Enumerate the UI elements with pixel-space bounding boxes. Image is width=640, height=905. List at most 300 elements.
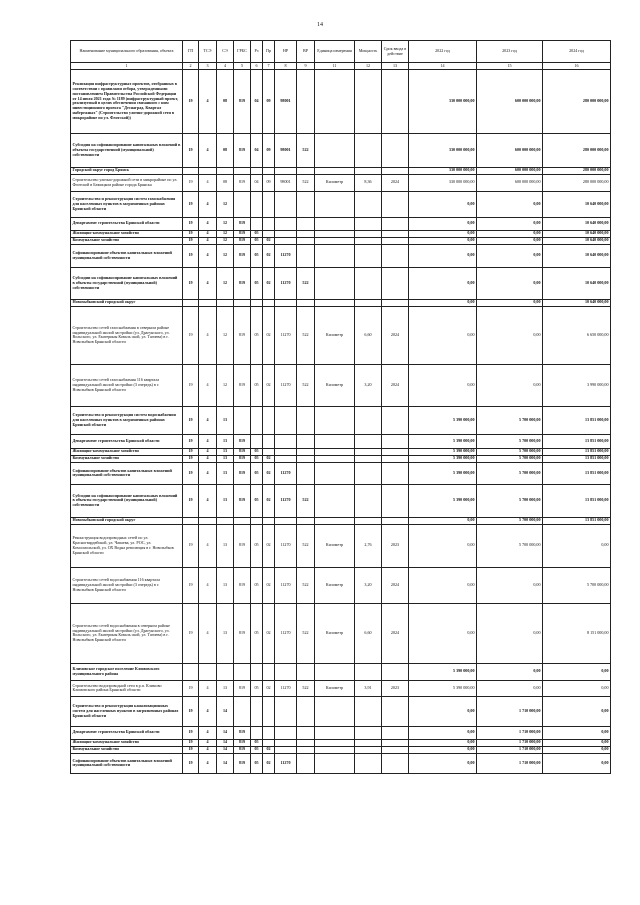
code-cell: 522 (297, 306, 315, 364)
table-row (71, 455, 611, 462)
header-cell: Наименование муниципального образования, объекта (71, 41, 183, 63)
amount-cell: 0,00 (477, 299, 543, 306)
column-number-cell: 15 (477, 63, 543, 70)
amount-cell: 0,00 (409, 746, 477, 753)
code-cell (297, 244, 315, 267)
code-cell (382, 167, 409, 174)
code-cell (275, 448, 297, 455)
code-cell (275, 237, 297, 244)
code-cell: 819 (234, 69, 251, 133)
code-cell (355, 406, 382, 434)
amount-cell: 0,00 (409, 299, 477, 306)
code-cell: 14 (217, 696, 234, 726)
amount-cell: 3 990 000,00 (543, 364, 611, 406)
code-cell: 05 (251, 567, 263, 603)
code-cell (297, 434, 315, 448)
code-cell: 13 (217, 603, 234, 663)
code-cell: 02 (263, 455, 275, 462)
code-cell (183, 517, 199, 524)
amount-cell: 0,00 (409, 753, 477, 773)
code-cell: 08 (217, 133, 234, 167)
row-name-cell: Строительство сетей газоснабжения в северном районе индивидуальной жилой застройки (ул. Драгунского, ул. Вольского, ул. Екатерины Коваль ской, ул. Тагиева) в г. Новозыбков Брянской области (71, 306, 183, 364)
code-cell: Километр (315, 524, 355, 567)
code-cell: Километр (315, 680, 355, 696)
header-cell: ТСЭ (199, 41, 217, 63)
code-cell (275, 167, 297, 174)
amount-cell: 10 640 000,00 (543, 299, 611, 306)
code-cell: 819 (234, 753, 251, 773)
code-cell: 19 (183, 434, 199, 448)
code-cell: 19 (183, 726, 199, 739)
amount-cell: 0,00 (543, 680, 611, 696)
code-cell (263, 696, 275, 726)
code-cell: 05 (251, 237, 263, 244)
row-name-cell: Строительство улично-дорожной сети в микрорайоне по ул. Флотской в Бежицком районе города Брянска (71, 174, 183, 191)
code-cell (251, 217, 263, 230)
amount-cell: 0,00 (477, 237, 543, 244)
code-cell (275, 746, 297, 753)
code-cell (355, 217, 382, 230)
code-cell: 4 (199, 244, 217, 267)
code-cell: 11270 (275, 462, 297, 484)
table-row (71, 680, 611, 696)
code-cell: 13 (217, 524, 234, 567)
code-cell (355, 191, 382, 217)
amount-cell: 13 851 000,00 (543, 462, 611, 484)
amount-cell: 1 710 000,00 (477, 746, 543, 753)
code-cell: 13 (217, 455, 234, 462)
code-cell (251, 726, 263, 739)
code-cell: 819 (234, 746, 251, 753)
code-cell: 09 (263, 69, 275, 133)
code-cell: 13 (217, 448, 234, 455)
amount-cell: 10 640 000,00 (543, 217, 611, 230)
code-cell (263, 739, 275, 746)
amount-cell: 5 390 000,00 (409, 680, 477, 696)
code-cell: 522 (297, 364, 315, 406)
row-name-cell: Субсидия на софинансирование капитальных вложений в объекты государственной (муниципальной) собственности (71, 133, 183, 167)
code-cell (263, 726, 275, 739)
row-name-cell: Жилищно-коммунальное хозяйство (71, 448, 183, 455)
code-cell: 819 (234, 244, 251, 267)
code-cell: 6,60 (355, 603, 382, 663)
code-cell (315, 217, 355, 230)
amount-cell: 1 710 000,00 (477, 696, 543, 726)
code-cell (315, 746, 355, 753)
row-name-cell: Новозыбковский городской округ (71, 517, 183, 524)
code-cell: 819 (234, 484, 251, 517)
code-cell (251, 434, 263, 448)
code-cell (297, 230, 315, 237)
code-cell (297, 462, 315, 484)
code-cell (297, 455, 315, 462)
amount-cell: 10 640 000,00 (543, 237, 611, 244)
code-cell: 08 (217, 69, 234, 133)
header-cell: Срок ввода в действие (382, 41, 409, 63)
header-cell: Мощность (355, 41, 382, 63)
code-cell (199, 517, 217, 524)
code-cell: 98001 (275, 174, 297, 191)
code-cell: 19 (183, 680, 199, 696)
column-number-cell: 1 (71, 63, 183, 70)
row-name-cell: Строительство сетей газоснабжения 116 квартала индивидуальной жилой застройки (3 очередь) в г. Новозыбков Брянской области (71, 364, 183, 406)
code-cell (263, 191, 275, 217)
code-cell: 819 (234, 567, 251, 603)
code-cell (355, 462, 382, 484)
code-cell: 3,91 (355, 680, 382, 696)
column-number-cell: 14 (409, 63, 477, 70)
code-cell (382, 739, 409, 746)
amount-cell: 0,00 (477, 267, 543, 299)
code-cell: 19 (183, 174, 199, 191)
amount-cell: 5 390 000,00 (409, 663, 477, 680)
code-cell (315, 133, 355, 167)
code-cell (315, 230, 355, 237)
code-cell: 819 (234, 455, 251, 462)
code-cell: 4 (199, 364, 217, 406)
code-cell (297, 753, 315, 773)
code-cell: 19 (183, 455, 199, 462)
table-row (71, 406, 611, 434)
table-row (71, 567, 611, 603)
code-cell (251, 191, 263, 217)
code-cell: 14 (217, 739, 234, 746)
code-cell: 19 (183, 448, 199, 455)
code-cell: 819 (234, 524, 251, 567)
code-cell (382, 244, 409, 267)
code-cell (297, 726, 315, 739)
column-number-cell: 2 (183, 63, 199, 70)
amount-cell: 0,00 (409, 267, 477, 299)
code-cell: 19 (183, 696, 199, 726)
code-cell (355, 696, 382, 726)
table-row (71, 663, 611, 680)
code-cell: 12 (217, 267, 234, 299)
code-cell (355, 448, 382, 455)
table-row (71, 696, 611, 726)
code-cell (355, 167, 382, 174)
code-cell (183, 299, 199, 306)
amount-cell: 330 000 000,00 (409, 174, 477, 191)
amount-cell: 10 640 000,00 (543, 267, 611, 299)
code-cell (275, 434, 297, 448)
row-name-cell: Софинансирование объектов капитальных вложений муниципальной собственности (71, 753, 183, 773)
code-cell: 19 (183, 244, 199, 267)
code-cell: 13 (217, 484, 234, 517)
code-cell (297, 167, 315, 174)
row-name-cell: Софинансирование объектов капитальных вложений муниципальной собственности (71, 462, 183, 484)
code-cell: 4 (199, 484, 217, 517)
row-name-cell: Строительство сетей водоснабжения 116 квартала индивидуальной жилой застройки (3 очередь) в г. Новозыбков Брянской области (71, 567, 183, 603)
amount-cell: 0,00 (409, 244, 477, 267)
row-name-cell: Строительство и реконструкция канализационных систем для населенных пунктов в загрязненных районах Брянской области (71, 696, 183, 726)
code-cell (275, 230, 297, 237)
amount-cell: 0,00 (477, 230, 543, 237)
code-cell: 2024 (382, 174, 409, 191)
table-row (71, 267, 611, 299)
row-name-cell: Департамент строительства Брянской области (71, 217, 183, 230)
code-cell: 4 (199, 217, 217, 230)
amount-cell: 600 000 000,00 (477, 174, 543, 191)
code-cell: 02 (263, 237, 275, 244)
code-cell: 19 (183, 267, 199, 299)
code-cell: 522 (297, 524, 315, 567)
code-cell: 19 (183, 524, 199, 567)
code-cell (275, 739, 297, 746)
row-name-cell: Софинансирование объектов капитальных вложений муниципальной собственности (71, 244, 183, 267)
code-cell (355, 299, 382, 306)
row-name-cell: Департамент строительства Брянской области (71, 726, 183, 739)
table-row (71, 167, 611, 174)
code-cell: 05 (251, 462, 263, 484)
code-cell: 2023 (382, 524, 409, 567)
code-cell: 4 (199, 739, 217, 746)
column-number-cell: 13 (382, 63, 409, 70)
code-cell (234, 191, 251, 217)
code-cell: 4 (199, 524, 217, 567)
code-cell (315, 69, 355, 133)
amount-cell: 0,00 (409, 696, 477, 726)
code-cell: 4 (199, 726, 217, 739)
table-row (71, 462, 611, 484)
code-cell (183, 167, 199, 174)
row-name-cell: Городской округ город Брянск (71, 167, 183, 174)
table-row (71, 306, 611, 364)
code-cell: 19 (183, 753, 199, 773)
code-cell (315, 167, 355, 174)
table-row (71, 174, 611, 191)
amount-cell: 5 390 000,00 (409, 434, 477, 448)
code-cell (275, 455, 297, 462)
code-cell (199, 663, 217, 680)
code-cell: 819 (234, 306, 251, 364)
code-cell (251, 696, 263, 726)
code-cell (355, 726, 382, 739)
code-cell: 522 (297, 267, 315, 299)
code-cell (315, 299, 355, 306)
code-cell (382, 191, 409, 217)
code-cell: Километр (315, 567, 355, 603)
code-cell (234, 299, 251, 306)
code-cell: 522 (297, 567, 315, 603)
amount-cell: 0,00 (477, 244, 543, 267)
code-cell (315, 462, 355, 484)
code-cell (234, 167, 251, 174)
code-cell: 522 (297, 484, 315, 517)
code-cell (382, 448, 409, 455)
code-cell (297, 406, 315, 434)
code-cell (297, 237, 315, 244)
code-cell (263, 434, 275, 448)
code-cell (275, 191, 297, 217)
code-cell (382, 726, 409, 739)
amount-cell: 600 000 000,00 (477, 133, 543, 167)
amount-cell: 13 851 000,00 (543, 448, 611, 455)
amount-cell: 0,00 (543, 726, 611, 739)
code-cell: 12 (217, 217, 234, 230)
code-cell: 2024 (382, 306, 409, 364)
code-cell: 05 (251, 746, 263, 753)
code-cell (251, 299, 263, 306)
code-cell: 14 (217, 753, 234, 773)
code-cell (382, 434, 409, 448)
code-cell (315, 448, 355, 455)
code-cell: 19 (183, 603, 199, 663)
amount-cell: 600 000 000,00 (477, 69, 543, 133)
column-number-cell: 6 (251, 63, 263, 70)
column-number-cell: 16 (543, 63, 611, 70)
amount-cell: 0,00 (543, 663, 611, 680)
table-row (71, 603, 611, 663)
table-row (71, 217, 611, 230)
code-cell (355, 484, 382, 517)
amount-cell: 13 851 000,00 (543, 455, 611, 462)
code-cell (297, 739, 315, 746)
amount-cell: 5 390 000,00 (409, 484, 477, 517)
page-number: 14 (317, 22, 323, 28)
amount-cell: 10 640 000,00 (543, 244, 611, 267)
column-number-cell: 3 (199, 63, 217, 70)
code-cell: 02 (263, 603, 275, 663)
code-cell: 02 (263, 567, 275, 603)
code-cell (199, 299, 217, 306)
amount-cell: 0,00 (409, 739, 477, 746)
code-cell: 2023 (382, 680, 409, 696)
code-cell: 819 (234, 462, 251, 484)
amount-cell: 0,00 (409, 191, 477, 217)
code-cell (382, 696, 409, 726)
code-cell: 13 (217, 434, 234, 448)
code-cell (355, 455, 382, 462)
code-cell (234, 517, 251, 524)
table-row (71, 726, 611, 739)
code-cell: Километр (315, 603, 355, 663)
code-cell: 11270 (275, 364, 297, 406)
code-cell: 11270 (275, 680, 297, 696)
code-cell (263, 230, 275, 237)
code-cell (355, 69, 382, 133)
budget-table-sheet (70, 40, 610, 774)
code-cell (251, 663, 263, 680)
code-cell: 11270 (275, 267, 297, 299)
amount-cell: 280 000 000,00 (543, 167, 611, 174)
amount-cell: 5 390 000,00 (409, 462, 477, 484)
code-cell: 819 (234, 133, 251, 167)
code-cell: 4 (199, 567, 217, 603)
code-cell: 19 (183, 739, 199, 746)
header-cell: 2023 год (477, 41, 543, 63)
amount-cell: 0,00 (477, 567, 543, 603)
table-row (71, 364, 611, 406)
amount-cell: 5 700 000,00 (477, 484, 543, 517)
code-cell: 522 (297, 133, 315, 167)
code-cell (297, 663, 315, 680)
header-cell: Единица измерения (315, 41, 355, 63)
code-cell: 05 (251, 364, 263, 406)
code-cell: 04 (251, 69, 263, 133)
code-cell: 4 (199, 462, 217, 484)
code-cell (217, 663, 234, 680)
column-number-cell: 11 (315, 63, 355, 70)
code-cell: 11270 (275, 753, 297, 773)
code-cell (355, 244, 382, 267)
code-cell: 4 (199, 237, 217, 244)
code-cell: 05 (251, 455, 263, 462)
code-cell: 02 (263, 484, 275, 517)
table-header-row (71, 41, 611, 63)
amount-cell: 1 710 000,00 (477, 726, 543, 739)
code-cell (183, 663, 199, 680)
code-cell (382, 267, 409, 299)
code-cell: 19 (183, 191, 199, 217)
code-cell: 12 (217, 306, 234, 364)
amount-cell: 5 700 000,00 (477, 462, 543, 484)
code-cell: 4 (199, 746, 217, 753)
amount-cell: 330 000 000,00 (409, 167, 477, 174)
code-cell (315, 406, 355, 434)
code-cell: Километр (315, 306, 355, 364)
amount-cell: 0,00 (409, 306, 477, 364)
row-name-cell: Субсидии на софинансирование капитальных вложений в объекты государственной (муниципальной) собственности (71, 484, 183, 517)
amount-cell: 10 640 000,00 (543, 191, 611, 217)
code-cell: 19 (183, 484, 199, 517)
code-cell: 11270 (275, 567, 297, 603)
code-cell: 6,60 (355, 306, 382, 364)
code-cell (251, 406, 263, 434)
code-cell: 19 (183, 69, 199, 133)
code-cell (275, 406, 297, 434)
code-cell: 02 (263, 746, 275, 753)
table-row (71, 739, 611, 746)
amount-cell: 0,00 (409, 603, 477, 663)
code-cell (275, 663, 297, 680)
code-cell (297, 696, 315, 726)
code-cell (217, 299, 234, 306)
header-cell: НР (275, 41, 297, 63)
code-cell: 09 (263, 174, 275, 191)
code-cell: 4 (199, 455, 217, 462)
amount-cell: 0,00 (543, 753, 611, 773)
code-cell (263, 217, 275, 230)
code-cell: 05 (251, 753, 263, 773)
code-cell: 19 (183, 217, 199, 230)
code-cell: 98001 (275, 69, 297, 133)
code-cell: 19 (183, 230, 199, 237)
code-cell (382, 455, 409, 462)
code-cell: 3,20 (355, 567, 382, 603)
code-cell (263, 517, 275, 524)
code-cell (263, 406, 275, 434)
code-cell: 819 (234, 726, 251, 739)
code-cell (315, 244, 355, 267)
code-cell (315, 455, 355, 462)
header-cell: Пр (263, 41, 275, 63)
code-cell: 02 (263, 680, 275, 696)
column-number-cell: 7 (263, 63, 275, 70)
code-cell: 4 (199, 434, 217, 448)
row-name-cell: Климовское городское поселение Климовского муниципального района (71, 663, 183, 680)
code-cell (315, 753, 355, 773)
amount-cell: 0,00 (477, 217, 543, 230)
code-cell: 8,36 (355, 174, 382, 191)
code-cell: 19 (183, 306, 199, 364)
table-row (71, 69, 611, 133)
amount-cell: 0,00 (543, 746, 611, 753)
amount-cell: 6 650 000,00 (543, 306, 611, 364)
table-row (71, 244, 611, 267)
code-cell (275, 517, 297, 524)
code-cell: 05 (251, 603, 263, 663)
